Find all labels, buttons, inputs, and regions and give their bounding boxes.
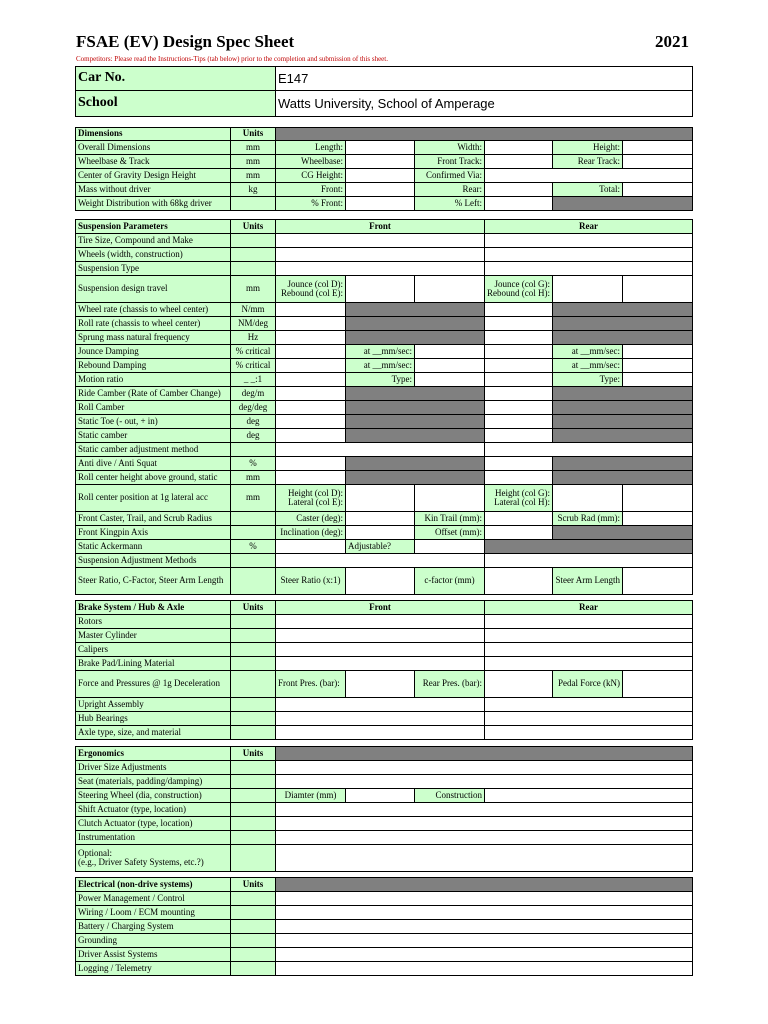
- input-cell[interactable]: [485, 629, 693, 643]
- unit-cell: mm: [231, 141, 276, 155]
- section-title: Brake System / Hub & Axle: [76, 601, 231, 615]
- row-label: Front Kingpin Axis: [76, 526, 231, 540]
- row-label: Suspension design travel: [76, 276, 231, 303]
- unit-cell: [231, 615, 276, 629]
- row-label: Rebound Damping: [76, 359, 231, 373]
- input-cell[interactable]: [485, 712, 693, 726]
- input-cell[interactable]: [485, 197, 553, 211]
- field-label: Rear Track:: [553, 155, 623, 169]
- input-cell[interactable]: [415, 540, 485, 554]
- dimensions-table: [75, 127, 693, 211]
- unit-cell: [231, 906, 276, 920]
- sub-label: Height (col G): Lateral (col H):: [485, 485, 553, 512]
- shaded-cell: [346, 401, 485, 415]
- input-cell[interactable]: [623, 485, 693, 512]
- shaded-cell: [346, 415, 485, 429]
- shaded-cell: [553, 526, 693, 540]
- input-cell[interactable]: [346, 141, 415, 155]
- input-cell[interactable]: [485, 526, 553, 540]
- input-cell[interactable]: [623, 276, 693, 303]
- input-cell[interactable]: [485, 512, 553, 526]
- field-label: Total:: [553, 183, 623, 197]
- unit-cell: [231, 234, 276, 248]
- input-cell[interactable]: [485, 234, 693, 248]
- row-label: Calipers: [76, 643, 231, 657]
- field-label: Front Track:: [415, 155, 485, 169]
- input-cell[interactable]: [276, 387, 346, 401]
- input-cell[interactable]: [276, 629, 485, 643]
- unit-cell: [231, 803, 276, 817]
- shaded-cell: [553, 387, 693, 401]
- input-cell[interactable]: [346, 183, 415, 197]
- input-cell[interactable]: [485, 568, 553, 595]
- input-cell[interactable]: [623, 141, 693, 155]
- inclination-label: Inclination (deg):: [276, 526, 346, 540]
- instructions-warning: Competitors: Please read the Instructions-Tips (tab below) prior to the completion and submission of this sheet.: [76, 55, 388, 63]
- input-cell[interactable]: [276, 726, 485, 740]
- row-label: Motion ratio: [76, 373, 231, 387]
- shaded-cell: [346, 471, 485, 485]
- input-cell[interactable]: [346, 276, 415, 303]
- input-cell[interactable]: [276, 948, 693, 962]
- unit-cell: [231, 643, 276, 657]
- car-info-table: [75, 66, 693, 117]
- input-cell[interactable]: [346, 512, 415, 526]
- unit-cell: [231, 789, 276, 803]
- input-cell[interactable]: [485, 248, 693, 262]
- input-cell[interactable]: [346, 526, 415, 540]
- car-no-value[interactable]: E147: [276, 67, 693, 91]
- input-cell[interactable]: [623, 183, 693, 197]
- row-label: Axle type, size, and material: [76, 726, 231, 740]
- unit-cell: deg/deg: [231, 401, 276, 415]
- row-label: Roll rate (chassis to wheel center): [76, 317, 231, 331]
- unit-cell: [231, 761, 276, 775]
- car-no-label: Car No.: [76, 67, 276, 91]
- rear-pressure-label: Rear Pres. (bar):: [415, 671, 485, 698]
- unit-cell: [231, 568, 276, 595]
- unit-cell: [231, 948, 276, 962]
- field-label: Length:: [276, 141, 346, 155]
- input-cell[interactable]: [485, 401, 553, 415]
- unit-cell: mm: [231, 276, 276, 303]
- shaded-cell: [346, 303, 485, 317]
- input-cell[interactable]: [276, 712, 485, 726]
- input-cell[interactable]: [276, 443, 485, 457]
- input-cell[interactable]: [485, 262, 693, 276]
- front-pressure-label: Front Pres. (bar):: [276, 671, 346, 698]
- input-cell[interactable]: [485, 303, 553, 317]
- input-cell[interactable]: [485, 359, 553, 373]
- input-cell[interactable]: [276, 540, 346, 554]
- input-cell[interactable]: [276, 615, 485, 629]
- unit-cell: deg: [231, 429, 276, 443]
- input-cell[interactable]: [485, 415, 553, 429]
- row-label: Steering Wheel (dia, construction): [76, 789, 231, 803]
- row-label: Power Management / Control: [76, 892, 231, 906]
- scrub-radius-label: Scrub Rad (mm):: [553, 512, 623, 526]
- row-label: Suspension Adjustment Methods: [76, 554, 231, 568]
- input-cell[interactable]: [276, 698, 485, 712]
- input-cell[interactable]: [485, 387, 553, 401]
- front-header: Front: [276, 601, 485, 615]
- units-header: Units: [231, 128, 276, 141]
- unit-cell: [231, 962, 276, 976]
- row-label: Clutch Actuator (type, location): [76, 817, 231, 831]
- unit-cell: [231, 671, 276, 698]
- row-label: Hub Bearings: [76, 712, 231, 726]
- input-cell[interactable]: [485, 726, 693, 740]
- input-cell[interactable]: [276, 429, 346, 443]
- row-label: Optional: (e.g., Driver Safety Systems, etc.?): [76, 845, 231, 872]
- school-label: School: [76, 91, 276, 117]
- input-cell[interactable]: [485, 471, 553, 485]
- field-label: Width:: [415, 141, 485, 155]
- input-cell[interactable]: [485, 317, 553, 331]
- unit-cell: [231, 892, 276, 906]
- input-cell[interactable]: [276, 415, 346, 429]
- input-cell[interactable]: [276, 761, 693, 775]
- input-cell[interactable]: [276, 892, 693, 906]
- input-cell[interactable]: [346, 568, 415, 595]
- row-label: Mass without driver: [76, 183, 231, 197]
- input-cell[interactable]: [346, 789, 415, 803]
- input-cell[interactable]: [276, 775, 693, 789]
- brakes-table: [75, 600, 693, 740]
- input-cell[interactable]: [485, 373, 553, 387]
- input-cell[interactable]: [623, 359, 693, 373]
- electrical-table: [75, 877, 693, 976]
- unit-cell: % critical: [231, 359, 276, 373]
- input-cell[interactable]: [485, 554, 693, 568]
- input-cell[interactable]: [623, 568, 693, 595]
- row-label: Sprung mass natural frequency: [76, 331, 231, 345]
- unit-cell: [231, 831, 276, 845]
- offset-label: Offset (mm):: [415, 526, 485, 540]
- input-cell[interactable]: [276, 401, 346, 415]
- shaded-cell: [346, 387, 485, 401]
- row-label: Shift Actuator (type, location): [76, 803, 231, 817]
- sub-label: Type:: [553, 373, 623, 387]
- shaded-cell: [276, 747, 693, 761]
- row-label: Jounce Damping: [76, 345, 231, 359]
- row-label: Anti dive / Anti Squat: [76, 457, 231, 471]
- input-cell[interactable]: [485, 331, 553, 345]
- input-cell[interactable]: [276, 373, 346, 387]
- section-title: Suspension Parameters: [76, 220, 231, 234]
- row-label: Master Cylinder: [76, 629, 231, 643]
- row-label: Logging / Telemetry: [76, 962, 231, 976]
- row-label: Suspension Type: [76, 262, 231, 276]
- field-label: Confirmed Via:: [415, 169, 485, 183]
- input-cell[interactable]: [276, 803, 693, 817]
- input-cell[interactable]: [623, 373, 693, 387]
- shaded-cell: [276, 128, 693, 141]
- sub-label: at __mm/sec:: [346, 345, 415, 359]
- school-value[interactable]: Watts University, School of Amperage: [276, 91, 693, 117]
- unit-cell: [231, 775, 276, 789]
- row-label: Static camber adjustment method: [76, 443, 231, 457]
- shaded-cell: [553, 197, 693, 211]
- unit-cell: N/mm: [231, 303, 276, 317]
- unit-cell: deg: [231, 415, 276, 429]
- unit-cell: [231, 248, 276, 262]
- units-header: Units: [231, 747, 276, 761]
- unit-cell: [231, 629, 276, 643]
- input-cell[interactable]: [485, 698, 693, 712]
- row-label: Force and Pressures @ 1g Deceleration: [76, 671, 231, 698]
- unit-cell: [231, 712, 276, 726]
- input-cell[interactable]: [276, 554, 485, 568]
- unit-cell: [231, 657, 276, 671]
- row-label: Static Toe (- out, + in): [76, 415, 231, 429]
- input-cell[interactable]: [485, 141, 553, 155]
- shaded-cell: [485, 540, 693, 554]
- unit-cell: [231, 698, 276, 712]
- shaded-cell: [346, 429, 485, 443]
- shaded-cell: [553, 457, 693, 471]
- shaded-cell: [346, 317, 485, 331]
- input-cell[interactable]: [623, 345, 693, 359]
- row-label: Rotors: [76, 615, 231, 629]
- diameter-label: Diamter (mm): [276, 789, 346, 803]
- input-cell[interactable]: [276, 906, 693, 920]
- input-cell[interactable]: [346, 155, 415, 169]
- row-label: Roll center height above ground, static: [76, 471, 231, 485]
- input-cell[interactable]: [553, 485, 623, 512]
- sub-label: at __mm/sec:: [553, 345, 623, 359]
- input-cell[interactable]: [553, 276, 623, 303]
- shaded-cell: [346, 457, 485, 471]
- unit-cell: [231, 934, 276, 948]
- input-cell[interactable]: [276, 920, 693, 934]
- input-cell[interactable]: [415, 485, 485, 512]
- unit-cell: [231, 197, 276, 211]
- year-label: 2021: [655, 32, 689, 51]
- unit-cell: [231, 512, 276, 526]
- input-cell[interactable]: [485, 443, 693, 457]
- input-cell[interactable]: [485, 671, 553, 698]
- input-cell[interactable]: [485, 183, 553, 197]
- input-cell[interactable]: [276, 248, 485, 262]
- input-cell[interactable]: [276, 845, 693, 872]
- unit-cell: kg: [231, 183, 276, 197]
- row-label: Center of Gravity Design Height: [76, 169, 231, 183]
- row-label: Overall Dimensions: [76, 141, 231, 155]
- unit-cell: Hz: [231, 331, 276, 345]
- shaded-cell: [276, 878, 693, 892]
- field-label: CG Height:: [276, 169, 346, 183]
- pedal-force-label: Pedal Force (kN): [553, 671, 623, 698]
- input-cell[interactable]: [623, 512, 693, 526]
- front-header: Front: [276, 220, 485, 234]
- row-label: Driver Assist Systems: [76, 948, 231, 962]
- row-label: Steer Ratio, C-Factor, Steer Arm Length: [76, 568, 231, 595]
- input-cell[interactable]: [346, 671, 415, 698]
- input-cell[interactable]: [485, 643, 693, 657]
- unit-cell: mm: [231, 169, 276, 183]
- unit-cell: [231, 726, 276, 740]
- row-label: Wheelbase & Track: [76, 155, 231, 169]
- input-cell[interactable]: [623, 155, 693, 169]
- input-cell[interactable]: [276, 262, 485, 276]
- ergonomics-table: [75, 746, 693, 872]
- input-cell[interactable]: [485, 429, 553, 443]
- sub-label: at __mm/sec:: [346, 359, 415, 373]
- input-cell[interactable]: [485, 789, 693, 803]
- rear-header: Rear: [485, 601, 693, 615]
- input-cell[interactable]: [346, 485, 415, 512]
- unit-cell: mm: [231, 485, 276, 512]
- unit-cell: [231, 262, 276, 276]
- input-cell[interactable]: [485, 155, 553, 169]
- field-label: Rear:: [415, 183, 485, 197]
- units-header: Units: [231, 878, 276, 892]
- unit-cell: %: [231, 540, 276, 554]
- unit-cell: %: [231, 457, 276, 471]
- input-cell[interactable]: [485, 457, 553, 471]
- unit-cell: mm: [231, 155, 276, 169]
- field-label: Front:: [276, 183, 346, 197]
- sub-label: at __mm/sec:: [553, 359, 623, 373]
- unit-cell: [231, 817, 276, 831]
- shaded-cell: [553, 415, 693, 429]
- rear-header: Rear: [485, 220, 693, 234]
- row-label: Front Caster, Trail, and Scrub Radius: [76, 512, 231, 526]
- input-cell[interactable]: [276, 817, 693, 831]
- input-cell[interactable]: [276, 303, 346, 317]
- row-label: Grounding: [76, 934, 231, 948]
- row-label: Weight Distribution with 68kg driver: [76, 197, 231, 211]
- section-title: Ergonomics: [76, 747, 231, 761]
- row-label: Wheel rate (chassis to wheel center): [76, 303, 231, 317]
- units-header: Units: [231, 601, 276, 615]
- row-label: Wheels (width, construction): [76, 248, 231, 262]
- kin-trail-label: Kin Trail (mm):: [415, 512, 485, 526]
- input-cell[interactable]: [485, 657, 693, 671]
- row-label: Static camber: [76, 429, 231, 443]
- suspension-table: [75, 219, 693, 595]
- shaded-cell: [553, 331, 693, 345]
- shaded-cell: [346, 331, 485, 345]
- row-label: Seat (materials, padding/damping): [76, 775, 231, 789]
- row-label: Battery / Charging System: [76, 920, 231, 934]
- field-label: % Front:: [276, 197, 346, 211]
- input-cell[interactable]: [276, 457, 346, 471]
- input-cell[interactable]: [415, 345, 485, 359]
- unit-cell: deg/m: [231, 387, 276, 401]
- unit-cell: _ _:1: [231, 373, 276, 387]
- units-header: Units: [231, 220, 276, 234]
- unit-cell: [231, 554, 276, 568]
- unit-cell: NM/deg: [231, 317, 276, 331]
- sub-label: Jounce (col D): Rebound (col E):: [276, 276, 346, 303]
- caster-label: Caster (deg):: [276, 512, 346, 526]
- row-label: Instrumentation: [76, 831, 231, 845]
- input-cell[interactable]: [346, 169, 415, 183]
- row-label: Ride Camber (Rate of Camber Change): [76, 387, 231, 401]
- row-label: Roll Camber: [76, 401, 231, 415]
- unit-cell: [231, 845, 276, 872]
- c-factor-label: c-factor (mm): [415, 568, 485, 595]
- unit-cell: [231, 443, 276, 457]
- input-cell[interactable]: [276, 962, 693, 976]
- input-cell[interactable]: [485, 345, 553, 359]
- sub-label: Jounce (col G): Rebound (col H):: [485, 276, 553, 303]
- adjustable-label: Adjustable?: [346, 540, 415, 554]
- row-label: Brake Pad/Lining Material: [76, 657, 231, 671]
- shaded-cell: [553, 429, 693, 443]
- page-title: FSAE (EV) Design Spec Sheet: [76, 32, 295, 51]
- input-cell[interactable]: [415, 373, 485, 387]
- input-cell[interactable]: [276, 317, 346, 331]
- section-title: Electrical (non-drive systems): [76, 878, 231, 892]
- input-cell[interactable]: [623, 671, 693, 698]
- input-cell[interactable]: [415, 359, 485, 373]
- input-cell[interactable]: [485, 615, 693, 629]
- input-cell[interactable]: [485, 169, 693, 183]
- unit-cell: mm: [231, 471, 276, 485]
- input-cell[interactable]: [415, 276, 485, 303]
- input-cell[interactable]: [276, 345, 346, 359]
- row-label: Static Ackermann: [76, 540, 231, 554]
- row-label: Wiring / Loom / ECM mounting: [76, 906, 231, 920]
- input-cell[interactable]: [276, 657, 485, 671]
- steer-ratio-label: Steer Ratio (x:1): [276, 568, 346, 595]
- sub-label: Type:: [346, 373, 415, 387]
- input-cell[interactable]: [276, 934, 693, 948]
- unit-cell: % critical: [231, 345, 276, 359]
- unit-cell: [231, 920, 276, 934]
- input-cell[interactable]: [276, 331, 346, 345]
- sub-label: Height (col D): Lateral (col E):: [276, 485, 346, 512]
- input-cell[interactable]: [346, 197, 415, 211]
- row-label: Upright Assembly: [76, 698, 231, 712]
- input-cell[interactable]: [276, 831, 693, 845]
- shaded-cell: [553, 471, 693, 485]
- field-label: Wheelbase:: [276, 155, 346, 169]
- field-label: Height:: [553, 141, 623, 155]
- row-label: Tire Size, Compound and Make: [76, 234, 231, 248]
- input-cell[interactable]: [276, 471, 346, 485]
- section-title: Dimensions: [76, 128, 231, 141]
- input-cell[interactable]: [276, 643, 485, 657]
- shaded-cell: [553, 401, 693, 415]
- shaded-cell: [553, 303, 693, 317]
- input-cell[interactable]: [276, 234, 485, 248]
- field-label: % Left:: [415, 197, 485, 211]
- unit-cell: [231, 526, 276, 540]
- shaded-cell: [553, 317, 693, 331]
- steer-arm-label: Steer Arm Length: [553, 568, 623, 595]
- input-cell[interactable]: [276, 359, 346, 373]
- row-label: Driver Size Adjustments: [76, 761, 231, 775]
- row-label: Roll center position at 1g lateral acc: [76, 485, 231, 512]
- construction-label: Construction: [415, 789, 485, 803]
